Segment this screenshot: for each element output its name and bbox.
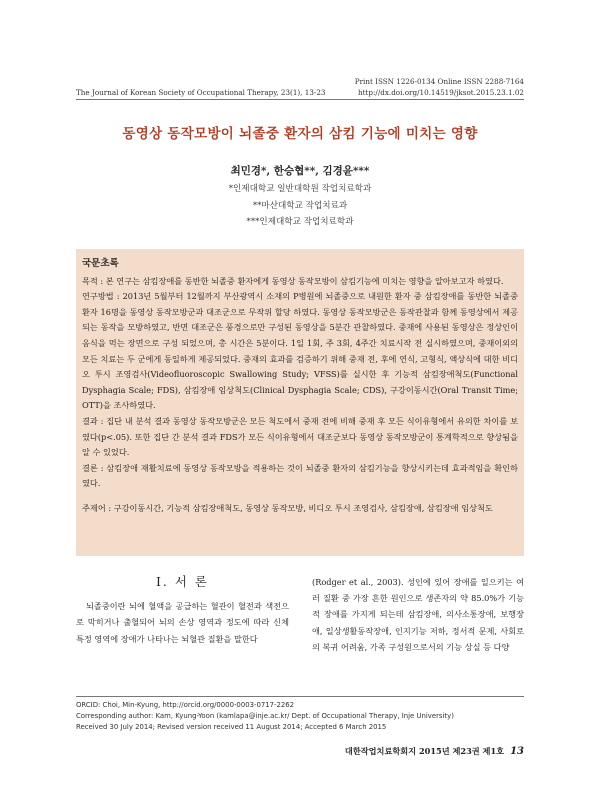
abstract-conclusion	[82, 461, 518, 492]
paper-title: 동영상 동작모방이 뇌졸중 환자의 삼킴 기능에 미치는 영향	[122, 126, 478, 142]
footnote-received-dates: Received 30 July 2014; Revised version received 11 August 2014; Accepted 6 March 2015	[76, 723, 387, 731]
affiliation-1: *인제대학교 일반대학원 작업치료학과	[228, 184, 372, 194]
keywords-text: 구강이동시간, 기능적 삼킴장애척도, 동영상 동작모방, 비디오 투시 조영검사, 삼킴장애, 삼킴장애 임상척도	[113, 502, 493, 513]
doi-link[interactable]: http://dx.doi.org/10.14519/jksot.2015.23.1.02	[357, 88, 524, 97]
footer-journal: 대한작업치료학회지 2015년 제23권 제1호	[344, 746, 505, 756]
abstract-purpose-text: 본 연구는 삼킴장애를 동반한 뇌졸중 환자에게 동영상 동작모방이 삼킴기능에 미치는 영향을 알아보고자 하였다.	[105, 275, 504, 286]
abstract-methods-label: 연구방법 :	[82, 291, 123, 302]
abstract-methods	[82, 289, 518, 414]
header-divider	[76, 99, 524, 100]
abstract-keywords	[82, 501, 518, 517]
footnote-divider	[76, 696, 524, 697]
footnotes	[76, 700, 524, 733]
affiliation-2: **마산대학교 작업치료과	[252, 200, 348, 211]
page-number: 13	[510, 746, 524, 757]
abstract-results-text: 집단 내 분석 결과 동영상 동작모방군은 모든 척도에서 중재 전에 비해 중재 후 모든 식이유형에서 유의한 차이를 보였다(p<.05). 또한 집단 간 분석 결과 FDS가 모든 식이유형에서 대조군보다 동영상 동작모방군이 통계학적으로 향상됨을 알 수 있었다.	[82, 415, 518, 458]
abstract-heading: 국문초록	[82, 258, 119, 269]
author-list: 최민경*, 한승협**, 김경윤***	[230, 165, 370, 177]
abstract-purpose-label: 목적 :	[82, 275, 106, 286]
journal-citation: The Journal of Korean Society of Occupational Therapy, 23(1), 13-23	[76, 88, 326, 97]
issn-line: Print ISSN 1226-0134 Online ISSN 2288-7164	[354, 77, 524, 86]
abstract-methods-text: 2013년 5월부터 12월까지 부산광역시 소재의 P병원에 뇌졸중으로 내원한 환자 중 삼킴장애를 동반한 뇌졸중 환자 16명을 동영상 동작모방군과 대조군으로 무작위 할당 하였다. 동영상 동작모방군은 동작관찰과 함께 동영상에서 제공되는 동작을 모방하였고, 반면 대조군은 풍경으로만 구성된 동영상을 5분간 관찰하였다. 중재에 사용된 동영상은 정상인이 음식을 먹는 장면으로 구성 되었으며, 총 시간은 5분이다. 1일 1회, 주 3회, 4주간 치료시작 전 실시하였으며, 중재이외의 모든 치료는 두 군에게 동일하게 제공되었다. 중재의 효과를 검증하기 위해 중재 전, 후에 연식, 고형식, 액상식에 대한 비디오 투시 조영검사(Videofluoroscopic Swallowing Study; VFSS)를 실시한 후 기능적 삼킴장애척도(Functional Dysphagia Scale; FDS), 삼킴장애 임상척도(Clinical Dysphagia Scale; CDS), 구강이동시간(Oral Transit Time; OTT)을 조사하였다.	[82, 291, 518, 411]
affiliation-3: ***인제대학교 작업치료학과	[246, 217, 354, 227]
footnote-corresponding-author: Corresponding author: Kam, Kyung-Yoon (kamlapa@inje.ac.kr/ Dept. of Occupational Therapy, Inje University)	[76, 712, 454, 720]
issn-doi-block	[355, 76, 524, 98]
abstract-results-label: 결과 :	[82, 415, 107, 426]
page-footer	[345, 746, 524, 757]
abstract-results	[82, 414, 518, 461]
intro-paragraph-right: (Rodger et al., 2003). 성인에 있어 장애를 일으키는 여러 질환 중 가장 흔한 원인으로 생존자의 약 85.0%가 기능적 장애를 가지게 되는데 삼킴장애, 의사소통장애, 보행장애, 일상생활동작장애, 인지기능 저하, 정서적 문제, 사회로의 복귀 어려움, 가족 구성원으로서의 기능 상실 등 다양	[312, 577, 524, 652]
footnote-orcid: ORCID: Choi, Min-Kyung, http://orcid.org/0000-0003-0717-2262	[76, 701, 295, 709]
body-column-right	[312, 574, 524, 655]
abstract-purpose	[82, 274, 518, 290]
affiliation-list	[76, 181, 524, 231]
abstract-conclusion-label: 결론 :	[82, 462, 107, 473]
abstract-box	[76, 249, 524, 556]
body-column-left	[76, 574, 289, 647]
keywords-label: 주제어 :	[82, 502, 114, 513]
section-title-introduction: Ⅰ. 서 론	[155, 574, 209, 589]
abstract-conclusion-text: 삼킴장애 재활치료에 동영상 동작모방을 적용하는 것이 뇌졸중 환자의 삼킴기능을 향상시키는데 효과적임을 확인하였다.	[82, 462, 518, 489]
intro-paragraph-left: 뇌졸중이란 뇌에 혈액을 공급하는 혈관이 혈전과 색전으로 막히거나 출혈되어 뇌의 손상 영역과 정도에 따라 신체 특정 영역에 장애가 나타나는 뇌혈관 질환을 말한다	[76, 601, 289, 644]
